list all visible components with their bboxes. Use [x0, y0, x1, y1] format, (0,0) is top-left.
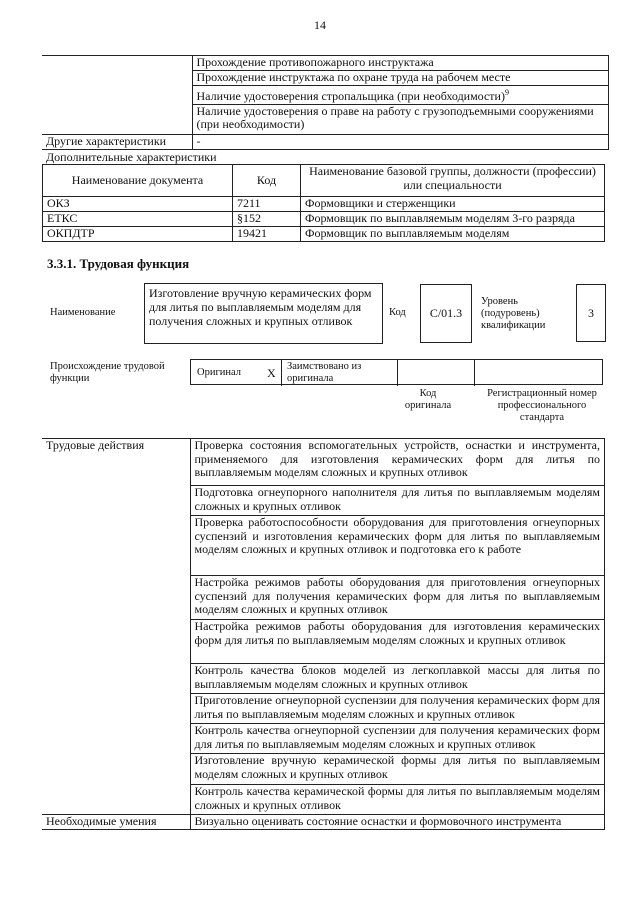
borrowed-label: Заимствовано из оригинала: [287, 361, 362, 384]
doc-cell: ОКПДТР: [43, 227, 233, 242]
requirement-row: Наличие удостоверения стропальщика (при необходимости)$^9$: [192, 86, 609, 105]
page-number: 14: [314, 18, 326, 32]
header-code: Код: [233, 165, 301, 197]
function-code-box: С/01.3: [420, 284, 472, 343]
origin-label: Происхождение трудовой функции: [50, 361, 165, 384]
level-box: 3: [576, 284, 606, 342]
doc-cell: ЕТКС: [43, 212, 233, 227]
footnote-mark: 9: [504, 88, 509, 97]
action-item: Изготовление вручную керамической формы для литья по выплавляемым моделям сложных и крупных отливок: [190, 754, 605, 785]
action-item: Контроль качества огнеупорной суспензии для получения керамических форм для литья по выплавляемым моделям сложных и крупных отливок: [190, 724, 605, 754]
divider: [281, 360, 282, 386]
actions-table: [42, 438, 605, 830]
level-label: Уровень (подуровень) квалификации: [481, 296, 546, 331]
other-value: -: [192, 134, 609, 149]
action-item: Контроль качества керамической формы для литья по выплавляемым моделям сложных и крупных отливок: [190, 785, 605, 815]
divider: [397, 360, 398, 386]
skill-item: Визуально оценивать состояние оснастки и формовочного инструмента: [190, 815, 605, 830]
code-cell: 7211: [233, 197, 301, 212]
skills-label: Необходимые умения: [42, 815, 190, 830]
code-cell: §152: [233, 212, 301, 227]
group-cell: Формовщик по выплавляемым моделям: [301, 227, 605, 242]
additional-title: Дополнительные характеристики: [46, 150, 217, 164]
original-label: Оригинал: [197, 367, 241, 378]
header-doc: Наименование документа: [43, 165, 233, 197]
requirement-row: Наличие удостоверения о праве на работу с грузоподъемными сооружениями (при необходимости): [192, 104, 609, 134]
doc-cell: ОКЗ: [43, 197, 233, 212]
additional-table: [42, 164, 605, 242]
actions-label: Трудовые действия: [42, 439, 190, 815]
group-cell: Формовщики и стерженщики: [301, 197, 605, 212]
action-item: Подготовка огнеупорного наполнителя для литья по выплавляемым моделям сложных и крупных отливок: [190, 486, 605, 516]
requirement-row: Прохождение противопожарного инструктажа: [192, 56, 609, 71]
original-mark: X: [267, 366, 276, 380]
origin-row: [190, 359, 603, 385]
action-item: Контроль качества блоков моделей из легкоплавкой массы для литья по выплавляемым моделям сложных и крупных отливок: [190, 664, 605, 694]
action-item: Проверка работоспособности оборудования для приготовления огнеупорных суспензий и изготовления керамических форм для литья по выплавляемым моделям сложных и крупных отливок и подготовка его к работе: [190, 516, 605, 576]
section-title: 3.3.1. Трудовая функция: [47, 256, 190, 271]
group-cell: Формовщик по выплавляемым моделям 3-го разряда: [301, 212, 605, 227]
code-label: Код: [389, 307, 406, 318]
action-item: Приготовление огнеупорной суспензии для получения керамических форм для литья по выплавляемым моделям сложных и крупных отливок: [190, 694, 605, 724]
name-label: Наименование: [50, 307, 116, 318]
action-item: Проверка состояния вспомогательных устройств, оснастки и инструмента, применяемого для изготовления керамических форм для литья по выплавляемым моделям сложных и крупных отливок: [190, 439, 605, 486]
divider: [474, 360, 475, 386]
function-name-box: Изготовление вручную керамических форм для литья по выплавляемым моделям для получения сложных и крупных отливок: [144, 283, 383, 344]
code-caption: Код оригинала: [404, 388, 452, 411]
header-group: Наименование базовой группы, должности (профессии) или специальности: [301, 165, 605, 197]
requirements-table: [42, 55, 609, 150]
reg-caption: Регистрационный номер профессионального стандарта: [487, 388, 597, 423]
action-item: Настройка режимов работы оборудования для изготовления керамических форм для литья по выплавляемым моделям сложных и крупных отливок: [190, 620, 605, 664]
other-label: Другие характеристики: [42, 134, 192, 149]
action-item: Настройка режимов работы оборудования для приготовления огнеупорных суспензий для получения керамических форм для литья по выплавляемым моделям сложных и крупных отливок: [190, 576, 605, 620]
code-cell: 19421: [233, 227, 301, 242]
requirement-row: Прохождение инструктажа по охране труда на рабочем месте: [192, 71, 609, 86]
empty-cell: [42, 56, 192, 135]
